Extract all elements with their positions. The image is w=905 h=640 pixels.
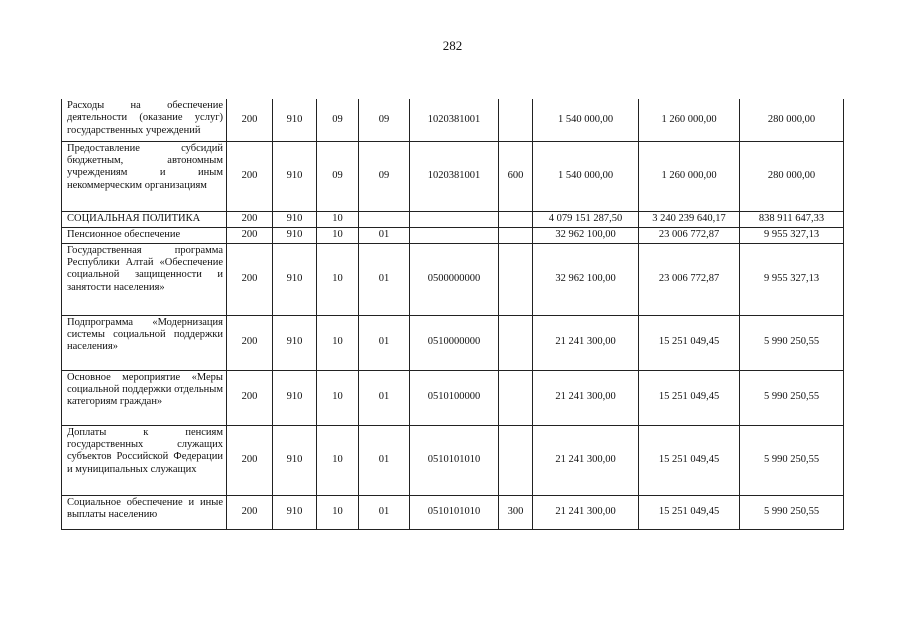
- amount-plan: 1 540 000,00: [533, 99, 639, 141]
- row-name: Предоставление субсидий бюджетным, автономным учреждениям и иным некоммерческим организациям: [62, 141, 227, 211]
- amount-remaining: 9 955 327,13: [740, 243, 844, 315]
- table-row: [62, 99, 844, 141]
- subsection-code: 01: [359, 425, 410, 495]
- section-code: 10: [317, 227, 359, 243]
- expense-type-code: 300: [499, 495, 533, 529]
- amount-executed: 15 251 049,45: [639, 370, 740, 425]
- admin-code: 200: [227, 211, 273, 227]
- expense-type-code: [499, 370, 533, 425]
- amount-remaining: 280 000,00: [740, 99, 844, 141]
- section-code: 10: [317, 315, 359, 370]
- amount-remaining: 9 955 327,13: [740, 227, 844, 243]
- subsection-code: 01: [359, 370, 410, 425]
- row-name: Пенсионное обеспечение: [62, 227, 227, 243]
- amount-plan: 1 540 000,00: [533, 141, 639, 211]
- table-row: [62, 227, 844, 243]
- admin-code: 200: [227, 495, 273, 529]
- ministry-code: 910: [273, 370, 317, 425]
- subsection-code: 01: [359, 243, 410, 315]
- section-code: 10: [317, 370, 359, 425]
- section-code: 10: [317, 211, 359, 227]
- table-row: [62, 211, 844, 227]
- subsection-code: 01: [359, 227, 410, 243]
- amount-executed: 23 006 772,87: [639, 227, 740, 243]
- amount-plan: 21 241 300,00: [533, 495, 639, 529]
- amount-plan: 21 241 300,00: [533, 315, 639, 370]
- expense-type-code: [499, 211, 533, 227]
- target-article-code: 0510100000: [410, 370, 499, 425]
- amount-remaining: 5 990 250,55: [740, 425, 844, 495]
- admin-code: 200: [227, 99, 273, 141]
- row-name: Доплаты к пенсиям государственных служащих субъектов Российской Федерации и муниципальных служащих: [62, 425, 227, 495]
- target-article-code: 1020381001: [410, 141, 499, 211]
- admin-code: 200: [227, 141, 273, 211]
- expense-type-code: [499, 243, 533, 315]
- admin-code: 200: [227, 243, 273, 315]
- row-name: Основное мероприятие «Меры социальной поддержки отдельным категориям граждан»: [62, 370, 227, 425]
- section-code: 10: [317, 425, 359, 495]
- amount-remaining: 5 990 250,55: [740, 495, 844, 529]
- table-row: [62, 370, 844, 425]
- ministry-code: 910: [273, 211, 317, 227]
- row-name: Подпрограмма «Модернизация системы социальной поддержки населения»: [62, 315, 227, 370]
- page-number: 282: [442, 38, 463, 53]
- admin-code: 200: [227, 315, 273, 370]
- amount-plan: 32 962 100,00: [533, 243, 639, 315]
- ministry-code: 910: [273, 99, 317, 141]
- table-row: [62, 425, 844, 495]
- budget-table: [61, 99, 844, 530]
- subsection-code: 09: [359, 99, 410, 141]
- target-article-code: 0510101010: [410, 495, 499, 529]
- ministry-code: 910: [273, 141, 317, 211]
- row-name: Расходы на обеспечение деятельности (оказание услуг) государственных учреждений: [62, 99, 227, 141]
- table-row: [62, 243, 844, 315]
- amount-remaining: 838 911 647,33: [740, 211, 844, 227]
- subsection-code: [359, 211, 410, 227]
- admin-code: 200: [227, 227, 273, 243]
- table-row: [62, 315, 844, 370]
- expense-type-code: [499, 315, 533, 370]
- section-code: 10: [317, 243, 359, 315]
- target-article-code: [410, 211, 499, 227]
- row-name: Государственная программа Республики Алтай «Обеспечение социальной защищенности и занятости населения»: [62, 243, 227, 315]
- target-article-code: [410, 227, 499, 243]
- section-code: 09: [317, 99, 359, 141]
- amount-executed: 23 006 772,87: [639, 243, 740, 315]
- expense-type-code: [499, 227, 533, 243]
- admin-code: 200: [227, 370, 273, 425]
- amount-remaining: 5 990 250,55: [740, 315, 844, 370]
- target-article-code: 0510101010: [410, 425, 499, 495]
- amount-remaining: 280 000,00: [740, 141, 844, 211]
- target-article-code: 1020381001: [410, 99, 499, 141]
- ministry-code: 910: [273, 315, 317, 370]
- target-article-code: 0510000000: [410, 315, 499, 370]
- ministry-code: 910: [273, 243, 317, 315]
- amount-remaining: 5 990 250,55: [740, 370, 844, 425]
- amount-plan: 4 079 151 287,50: [533, 211, 639, 227]
- amount-plan: 21 241 300,00: [533, 425, 639, 495]
- amount-plan: 21 241 300,00: [533, 370, 639, 425]
- section-code: 09: [317, 141, 359, 211]
- amount-executed: 15 251 049,45: [639, 315, 740, 370]
- subsection-code: 01: [359, 495, 410, 529]
- table-row: [62, 495, 844, 529]
- amount-executed: 1 260 000,00: [639, 141, 740, 211]
- expense-type-code: 600: [499, 141, 533, 211]
- ministry-code: 910: [273, 227, 317, 243]
- amount-executed: 1 260 000,00: [639, 99, 740, 141]
- subsection-code: 09: [359, 141, 410, 211]
- amount-plan: 32 962 100,00: [533, 227, 639, 243]
- section-code: 10: [317, 495, 359, 529]
- amount-executed: 15 251 049,45: [639, 425, 740, 495]
- admin-code: 200: [227, 425, 273, 495]
- amount-executed: 15 251 049,45: [639, 495, 740, 529]
- target-article-code: 0500000000: [410, 243, 499, 315]
- row-name: Социальное обеспечение и иные выплаты населению: [62, 495, 227, 529]
- expense-type-code: [499, 99, 533, 141]
- subsection-code: 01: [359, 315, 410, 370]
- row-name: СОЦИАЛЬНАЯ ПОЛИТИКА: [62, 211, 227, 227]
- amount-executed: 3 240 239 640,17: [639, 211, 740, 227]
- ministry-code: 910: [273, 425, 317, 495]
- expense-type-code: [499, 425, 533, 495]
- ministry-code: 910: [273, 495, 317, 529]
- table-row: [62, 141, 844, 211]
